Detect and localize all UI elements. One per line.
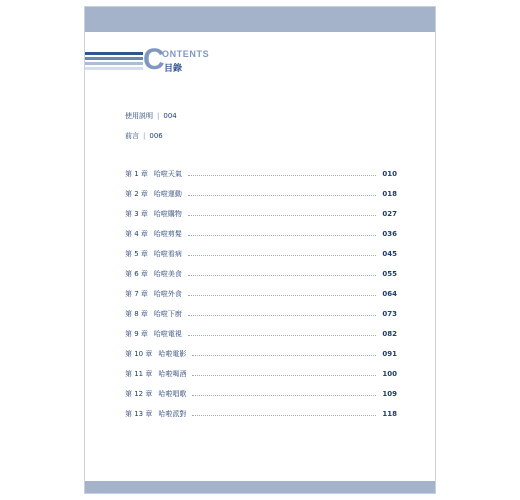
- toc-row[interactable]: [125, 164, 397, 184]
- intro-entry[interactable]: [125, 111, 177, 121]
- chapter-number: 第 10 章: [125, 350, 153, 358]
- page-number: 036: [382, 230, 397, 238]
- leader-dots: [192, 375, 376, 376]
- page-number: 082: [382, 330, 397, 338]
- intro-label: 前言: [125, 132, 139, 140]
- chapter-number: 第 6 章: [125, 270, 148, 278]
- chapter-number: 第 1 章: [125, 170, 148, 178]
- stripe: [85, 62, 143, 65]
- chapter-number: 第 8 章: [125, 310, 148, 318]
- leader-dots: [188, 315, 376, 316]
- page-number: 109: [382, 390, 397, 398]
- page-number: 100: [382, 370, 397, 378]
- leader-dots: [188, 235, 376, 236]
- chapter-number: 第 11 章: [125, 370, 153, 378]
- toc-list: [125, 164, 397, 424]
- toc-row[interactable]: [125, 224, 397, 244]
- document-page: [84, 6, 436, 494]
- bottom-band: [85, 481, 435, 493]
- chapter-title: 哈啦電視: [153, 330, 182, 338]
- toc-row[interactable]: [125, 404, 397, 424]
- chapter-number: 第 12 章: [125, 390, 153, 398]
- toc-row[interactable]: [125, 304, 397, 324]
- chapter-number: 第 4 章: [125, 230, 148, 238]
- leader-dots: [192, 355, 376, 356]
- contents-subtitle: 目錄: [164, 64, 183, 74]
- page-number: 055: [382, 270, 397, 278]
- page-number: 118: [382, 410, 397, 418]
- chapter-number: 第 9 章: [125, 330, 148, 338]
- leader-dots: [188, 215, 376, 216]
- chapter-number: 第 2 章: [125, 190, 148, 198]
- toc-row[interactable]: [125, 244, 397, 264]
- stripe: [85, 52, 143, 55]
- leader-dots: [188, 275, 376, 276]
- toc-row[interactable]: [125, 384, 397, 404]
- page-number: 045: [382, 250, 397, 258]
- leader-dots: [192, 395, 376, 396]
- page-number: 091: [382, 350, 397, 358]
- contents-heading: ONTENTS: [162, 49, 210, 59]
- chapter-title: 哈啦唱歌: [158, 390, 187, 398]
- leader-dots: [188, 335, 376, 336]
- chapter-title: 哈啦喝酒: [158, 370, 187, 378]
- toc-row[interactable]: [125, 184, 397, 204]
- chapter-number: 第 13 章: [125, 410, 153, 418]
- chapter-title: 哈啦看病: [153, 250, 182, 258]
- chapter-title: 哈啦天氣: [153, 170, 182, 178]
- chapter-title: 哈啦電影: [158, 350, 187, 358]
- chapter-number: 第 7 章: [125, 290, 148, 298]
- chapter-title: 哈啦外食: [153, 290, 182, 298]
- chapter-title: 哈啦下廚: [153, 310, 182, 318]
- top-band: [85, 7, 435, 32]
- separator-bar: |: [143, 132, 146, 140]
- toc-row[interactable]: [125, 284, 397, 304]
- separator-bar: |: [157, 112, 160, 120]
- toc-row[interactable]: [125, 324, 397, 344]
- chapter-title: 哈啦剪髮: [153, 230, 182, 238]
- chapter-number: 第 5 章: [125, 250, 148, 258]
- toc-row[interactable]: [125, 264, 397, 284]
- chapter-title: 哈啦購物: [153, 210, 182, 218]
- leader-dots: [192, 415, 376, 416]
- leader-dots: [188, 255, 376, 256]
- contents-initial: C: [143, 43, 165, 76]
- leader-dots: [188, 195, 376, 196]
- stripe: [85, 57, 143, 60]
- intro-label: 使用説明: [125, 112, 153, 120]
- chapter-title: 哈啦美食: [153, 270, 182, 278]
- toc-row[interactable]: [125, 344, 397, 364]
- page-number: 064: [382, 290, 397, 298]
- leader-dots: [188, 295, 376, 296]
- page-number: 073: [382, 310, 397, 318]
- toc-row[interactable]: [125, 364, 397, 384]
- chapter-number: 第 3 章: [125, 210, 148, 218]
- leader-dots: [188, 175, 376, 176]
- intro-page: 006: [149, 132, 163, 140]
- intro-page: 004: [163, 112, 177, 120]
- stripe: [85, 67, 143, 70]
- chapter-title: 哈啦派對: [158, 410, 187, 418]
- chapter-title: 哈啦運動: [153, 190, 182, 198]
- header-stripes: [85, 52, 143, 72]
- toc-row[interactable]: [125, 204, 397, 224]
- page-number: 027: [382, 210, 397, 218]
- page-number: 018: [382, 190, 397, 198]
- page-number: 010: [382, 170, 397, 178]
- intro-entry[interactable]: [125, 131, 163, 141]
